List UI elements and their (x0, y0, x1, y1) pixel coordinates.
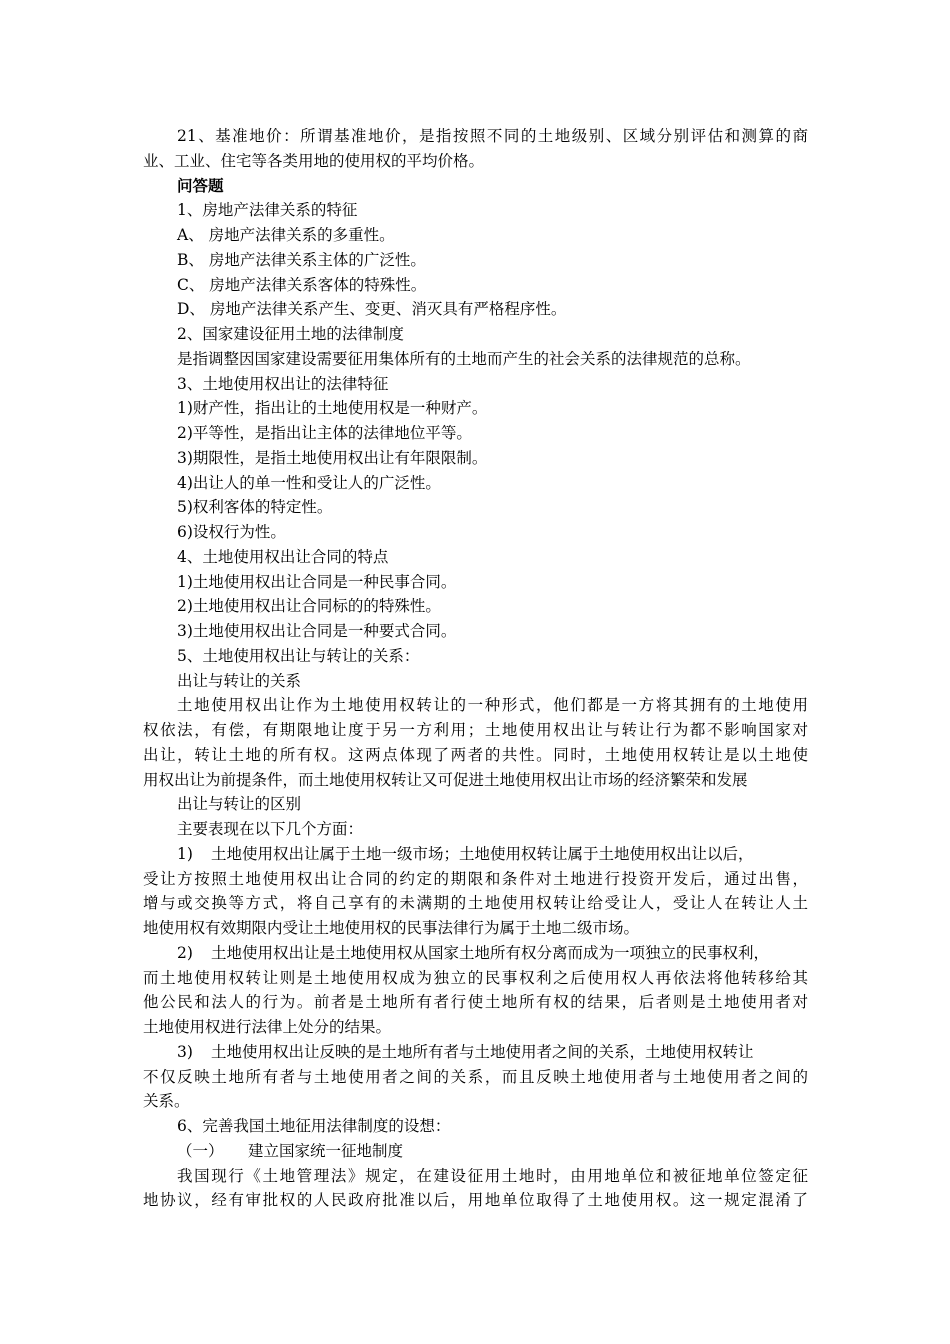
list-item: 1)财产性，指出让的土地使用权是一种财产。 (177, 399, 488, 418)
document-body (143, 124, 808, 1213)
question-heading: 4、土地使用权出让合同的特点 (177, 547, 389, 566)
list-item: 2)土地使用权出让合同标的的特殊性。 (177, 597, 441, 616)
paragraph-line: 不仅反映土地所有者与土地使用者之间的关系，而且反映土地使用者与土地使用者之间的 (143, 1067, 808, 1086)
paragraph-line: 土地使用权出让作为土地使用权转让的一种形式，他们都是一方将其拥有的土地使用 (177, 696, 808, 715)
paragraph-line: 是指调整因国家建设需要征用集体所有的土地而产生的社会关系的法律规范的总称。 (177, 349, 751, 368)
list-item: 2)平等性，是指出让主体的法律地位平等。 (177, 424, 472, 442)
paragraph-line: 21、基准地价：所谓基准地价，是指按照不同的土地级别、区域分别评估和测算的商 (177, 127, 808, 145)
paragraph-line: 权依法，有偿，有期限地让度于另一方利用；土地使用权出让与转让行为都不影响国家对 (143, 721, 808, 739)
numbered-paragraph-line (143, 941, 808, 966)
list-item: A、 房地产法律关系的多重性。 (177, 226, 395, 244)
paragraph-line: 主要表现在以下几个方面： (177, 820, 364, 838)
paragraph-line: 土地使用权进行法律上处分的结果。 (143, 1018, 392, 1036)
paragraph-line: 他公民和法人的行为。前者是土地所有者行使土地所有权的结果，后者则是土地使用者对 (143, 993, 808, 1012)
question-heading: 5、土地使用权出让与转让的关系： (177, 646, 420, 665)
subsection-heading (143, 1139, 808, 1164)
item-number: 3) (177, 1042, 193, 1061)
item-text: 土地使用权出让是土地使用权从国家土地所有权分离而成为一项独立的民事权利， (211, 943, 770, 962)
question-heading: 3、土地使用权出让的法律特征 (177, 374, 389, 393)
paragraph-line: 出让，转让土地的所有权。这两点体现了两者的共性。同时，土地使用权转让是以土地使 (143, 745, 808, 764)
paragraph-line: 地使用权有效期限内受让土地使用权的民事法律行为属于土地二级市场。 (143, 919, 640, 937)
list-item: B、 房地产法律关系主体的广泛性。 (177, 250, 426, 269)
list-item: 5)权利客体的特定性。 (177, 498, 333, 517)
paragraph-line: 受让方按照土地使用权出让合同的约定的期限和条件对土地进行投资开发后，通过出售， (143, 869, 808, 888)
subsection-number: （一） (177, 1141, 224, 1160)
list-item: C、 房地产法律关系客体的特殊性。 (177, 275, 427, 294)
list-item: 4)出让人的单一性和受让人的广泛性。 (177, 473, 441, 492)
subheading: 出让与转让的区别 (177, 795, 302, 814)
subheading: 出让与转让的关系 (177, 671, 302, 690)
list-item: 6)设权行为性。 (177, 523, 286, 541)
question-heading: 1、房地产法律关系的特征 (177, 201, 358, 220)
list-item: 3)期限性，是指土地使用权出让有年限限制。 (177, 448, 488, 467)
paragraph-line: 关系。 (143, 1092, 190, 1111)
paragraph-line: 地协议，经有审批权的人民政府批准以后，用地单位取得了土地使用权。这一规定混淆了 (143, 1191, 808, 1210)
list-item: 1)土地使用权出让合同是一种民事合同。 (177, 572, 457, 591)
question-heading: 2、国家建设征用土地的法律制度 (177, 325, 404, 343)
question-heading: 6、完善我国土地征用法律制度的设想： (177, 1117, 451, 1135)
list-item: D、 房地产法律关系产生、变更、消灭具有严格程序性。 (177, 300, 567, 319)
section-heading: 问答题 (177, 175, 224, 195)
paragraph-line: 用权出让为前提条件，而土地使用权转让又可促进土地使用权出让市场的经济繁荣和发展 (143, 770, 748, 789)
paragraph-line: 业、工业、住宅等各类用地的使用权的平均价格。 (143, 151, 485, 170)
list-item: 3)土地使用权出让合同是一种要式合同。 (177, 622, 457, 640)
numbered-paragraph-line (143, 842, 808, 867)
paragraph-line: 而土地使用权转让则是土地使用权成为独立的民事权利之后使用权人再依法将他转移给其 (143, 968, 808, 987)
paragraph-line: 我国现行《土地管理法》规定，在建设征用土地时，由用地单位和被征地单位签定征 (177, 1166, 808, 1185)
item-text: 土地使用权出让反映的是土地所有者与土地使用者之间的关系，土地使用权转让 (211, 1042, 754, 1061)
item-text: 土地使用权出让属于土地一级市场；土地使用权转让属于土地使用权出让以后， (211, 844, 754, 863)
subsection-title: 建立国家统一征地制度 (248, 1141, 404, 1160)
item-number: 1) (177, 844, 193, 863)
item-number: 2) (177, 943, 193, 962)
paragraph-line: 增与或交换等方式，将自己享有的未满期的土地使用权转让给受让人，受让人在转让人土 (143, 894, 808, 913)
numbered-paragraph-line (143, 1040, 808, 1065)
